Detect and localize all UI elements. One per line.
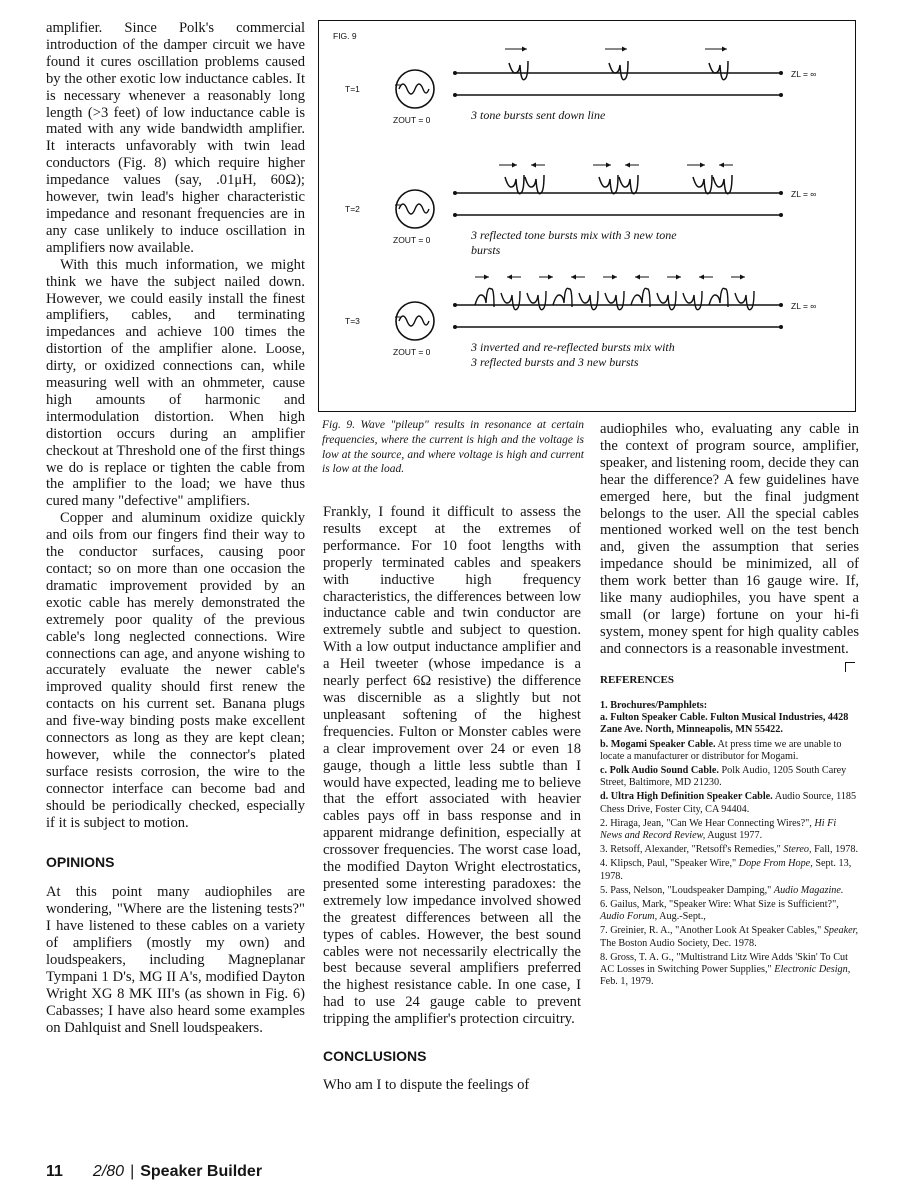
page-footer [46,1163,262,1181]
mixed-burst [683,291,702,310]
reflection-arrow-head [635,275,640,280]
body-paragraph: Frankly, I found it difficult to assess the results except at the extremes of performance. For 10 foot lengths with properly terminated cables and speakers with inductive high frequency characteristics, the differences between low inductance cable and twin conductor are extremely subtle and subject to question. With a low output inductance amplifier and a Heil tweeter (whose impedance is a nearly perfect 6Ω resistive) the difference was discernible as a slightly but not unpleasant softening of the highest frequencies. Fulton or Monster cables were a clear improvement over 24 or even 18 gauge, though a little less subtle than I would have expected, leading me to believe that the effort associated with heavier cables pays off in bass response and in apparent midrange definition, especially at crossover frequencies. The worst case load, the modified Dayton Wright electrostatics, presented some interesting paradoxes: the extremely low impedance involved showed the greatest differences between all the types of cables. However, the best sound cables were not necessarily electrically the best because several amplifiers preferred the highest resistance cable. In one case, I had to use 24 gauge cable to prevent tripping the amplifier's protection circuitry. [323,504,581,1028]
reference-item [600,885,859,897]
magazine-name: Speaker Builder [140,1163,263,1180]
tone-burst [709,61,728,80]
reference-text: 2. Hiraga, Jean, "Can We Hear Connecting Wires?", [600,817,815,829]
reflected-burst [525,175,544,194]
time-label: T=2 [345,204,360,214]
time-label: T=3 [345,316,360,326]
reference-text: 8. Gross, T. A. G., "Multistrand Litz Wire Adds 'Skin' To Cut AC Losses in Switching Power Supplies," [600,951,848,975]
reflected-burst [619,175,638,194]
tone-burst [509,61,528,80]
reference-text: Electronic Design, [774,963,851,975]
reference-text: Aug.-Sept., [657,911,706,923]
zl-label: ZL = ∞ [791,301,817,311]
tone-burst [693,175,712,194]
figure-9 [318,20,856,412]
propagation-arrow-head [484,275,489,280]
body-paragraph [600,421,859,658]
reference-text: c. Polk Audio Sound Cable. [600,764,719,776]
line-terminal [453,213,457,217]
page-number: 11 [46,1163,63,1180]
propagation-arrow-head [512,163,517,168]
propagation-arrow-head [722,47,727,52]
mixed-burst [631,288,650,307]
propagation-arrow-head [522,47,527,52]
mixed-burst [735,291,754,310]
footer-separator: | [130,1163,135,1180]
reference-text: Audio Source, 1185 Chess Drive, Foster City, CA 94404. [600,791,857,815]
propagation-arrow-head [700,163,705,168]
line-terminal [779,213,783,217]
body-paragraph: Who am I to dispute the feelings of [323,1077,530,1093]
reflected-burst [713,175,732,194]
body-text: audiophiles who, evaluating any cable in the context of program source, amplifier, speaker, and listening room, decide they can hear the difference? A few guidelines have emerged here, but the final judgment belongs to the user. All the special cables mentioned worked well on the test bench and, given the assumption that series impedance should be minimized, all of them work better than 16 gauge wire. If, like many audiophiles, you have spent a small (or large) fortune on your hi-fi system, money spent for high quality cables and connectors is a reasonable investment. [600,421,859,657]
diagram-caption: 3 reflected bursts and 3 new bursts [471,355,639,369]
reference-text: August 1977. [705,829,763,841]
time-label: T=1 [345,84,360,94]
reference-text: Dope From Hope, [738,858,813,870]
mixed-burst [527,291,546,310]
reference-item [600,858,859,882]
line-terminal [779,325,783,329]
reference-text: 4. Klipsch, Paul, "Speaker Wire," [600,858,739,870]
reference-text: At press time we are unable to locate a manufacturer or distributor for Mogami. [600,738,842,762]
propagation-arrow-head [740,275,745,280]
diagram-caption: 3 reflected tone bursts mix with 3 new tone [471,228,677,242]
references [600,674,859,989]
mixed-burst [709,288,728,307]
propagation-arrow-head [612,275,617,280]
mixed-burst [605,291,624,310]
reference-text: a. Fulton Speaker Cable. Fulton Musical Industries, 4428 Zane Ave. North, Minneapolis, MN 55422. [600,712,849,736]
mixed-burst [657,291,676,310]
reference-text: The Boston Audio Society, Dec. 1978. [600,937,757,949]
sine-source-icon [399,316,429,326]
reference-text: 7. Greinier, R. A., "Another Look At Speaker Cables," [600,925,824,937]
line-terminal [453,71,457,75]
reference-text: b. Mogami Speaker Cable. [600,738,716,750]
reflection-arrow-head [571,275,576,280]
section-heading-conclusions: CONCLUSIONS [323,1048,427,1065]
sine-source-icon [399,204,429,214]
body-paragraph: amplifier. Since Polk's commercial introduction of the damper circuit we have found it cures oscillation problems caused by the other exotic low inductance cables. It is necessary whenever a reasonably long length (>3 feet) of low inductance cable is mated with any wide bandwidth amplifier. It interacts unfavorably with twin lead conductors (Fig. 8) which require higher impedance values (say, .01μH, 60Ω); however, twin lead's higher characteristic impedance and resonant frequencies are in any case unlikely to induce oscillation in amplifiers now available. [46,20,305,256]
sine-source-icon [399,84,429,94]
reference-text: Stereo, [783,844,812,856]
reference-text: Audio Forum, [600,911,658,923]
propagation-arrow-head [622,47,627,52]
reference-item [600,791,859,815]
zl-label: ZL = ∞ [791,189,817,199]
reference-text: Hi Fi News and Record Review, [600,817,837,841]
line-terminal [453,303,457,307]
reference-item [600,925,859,949]
reference-item [600,952,859,989]
column-3 [600,421,859,990]
reference-text: Speaker, [823,925,859,937]
line-terminal [779,93,783,97]
diagram-caption: 3 inverted and re-reflected bursts mix with [471,340,675,354]
reference-item [600,712,859,736]
reference-text: Feb. 1, 1979. [600,976,654,988]
reference-text: Audio Magazine. [773,884,844,896]
reference-item [600,899,859,923]
line-terminal [453,191,457,195]
tone-burst [505,175,524,194]
propagation-arrow-head [676,275,681,280]
tone-burst [599,175,618,194]
reflection-arrow-head [625,163,630,168]
mixed-burst [501,291,520,310]
mixed-burst [579,291,598,310]
reference-text: Sept. 13, 1978. [600,858,852,882]
reference-item [600,818,859,842]
figure-rows [345,47,816,370]
figure-label: FIG. 9 [333,31,357,41]
diagram-caption: bursts [471,243,501,257]
reflection-arrow-head [507,275,512,280]
body-paragraph: At this point many audiophiles are wondering, "Where are the listening tests?" I have listened to these cables on a variety of amplifiers (mostly my own) and loudspeakers, including Magneplanar Tympani 1 D's, MG II A's, modified Dayton Wright XG 8 MK III's (as shown in Fig. 6) Cabasses; I have also heard some examples on Dahlquist and Snell loudspeakers. [46,884,305,1036]
diagram-caption: 3 tone bursts sent down line [471,108,606,122]
mixed-burst [553,288,572,307]
zl-label: ZL = ∞ [791,69,817,79]
line-terminal [779,71,783,75]
line-terminal [779,303,783,307]
reference-text: Polk Audio, 1205 South Carey Street, Baltimore, MD 21230. [600,764,847,789]
reflection-arrow-head [719,163,724,168]
column-2 [323,504,581,1094]
zout-label: ZOUT = 0 [393,347,431,357]
column-1 [46,20,305,1037]
reference-text: 5. Pass, Nelson, "Loudspeaker Damping," [600,884,774,896]
section-heading-opinions: OPINIONS [46,853,115,870]
reference-item [600,844,859,856]
figure-diagram [319,21,857,413]
zout-label: ZOUT = 0 [393,115,431,125]
zout-label: ZOUT = 0 [393,235,431,245]
end-mark-icon [845,662,855,672]
reference-item [600,765,859,789]
reference-list [600,712,859,988]
line-terminal [779,191,783,195]
body-paragraph: Copper and aluminum oxidize quickly and oils from our fingers find their way to the conductor surfaces, causing poor contact; so on more than one occasion the dramatic improvement provided by an exotic cable has merely demonstrated the extremely poor quality of the previous cable's long neglected connections. Wire connections can age, and anyone wishing to accurately evaluate the newer cable's improved quality should first renew the contacts on his current set. Banana plugs and five-way binding posts make excellent connectors as long as they are kept clean; however, while the connector's plated surface resists corrosion, the wire to the connector interface can become bad and should be periodically checked, especially if it is subject to motion. [46,510,305,831]
figure-caption: Fig. 9. Wave "pileup" results in resonance at certain frequencies, where the current is high and the voltage is low at the source, and where voltage is high and current is low at the load. [322,419,584,476]
reflection-arrow-head [699,275,704,280]
reflection-arrow-head [531,163,536,168]
references-subheading: 1. Brochures/Pamphlets: [600,699,708,711]
tone-burst [609,61,628,80]
references-heading: REFERENCES [600,673,674,686]
reference-text: d. Ultra High Definition Speaker Cable. [600,791,773,803]
mixed-burst [475,288,494,307]
line-terminal [453,93,457,97]
propagation-arrow-head [548,275,553,280]
issue-date: 2/80 [92,1163,125,1180]
reference-text: Fall, 1978. [811,844,858,856]
propagation-arrow-head [606,163,611,168]
line-terminal [453,325,457,329]
body-paragraph: With this much information, we might think we have the subject nailed down. However, we could easily install the finest amplifiers, cables, and terminating impedances and achieve 100 times the distortion of the amplifier alone. Loose, dirty, or oxidized connections can, while measuring well with an ohmmeter, cause high amounts of harmonic and intermodulation distortion. When high distortion occurs during an amplifier checkout at Threshold one of the first things we do is replace or tighten the cable from the amplifier to the load; we have thus cured many "defective" amplifiers. [46,256,305,510]
reference-text: 6. Gailus, Mark, "Speaker Wire: What Size is Sufficient?", [600,898,839,910]
reference-item [600,739,859,763]
reference-text: 3. Retsoff, Alexander, "Retsoff's Remedies," [600,844,784,856]
